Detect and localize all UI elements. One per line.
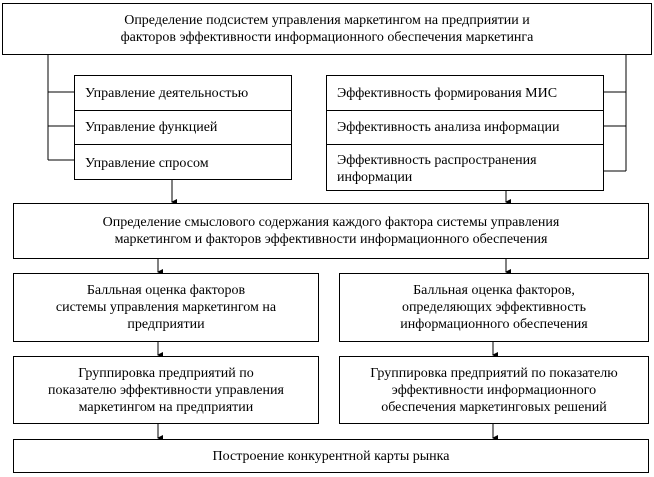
left-factor-3: Управление спросом bbox=[75, 144, 291, 181]
group-right-box: Группировка предприятий по показателю эффективности информационного обеспечения маркетинговых решений bbox=[339, 356, 649, 424]
bottom-box: Построение конкурентной карты рынка bbox=[13, 439, 649, 473]
top-box: Определение подсистем управления маркетингом на предприятии и факторов эффективности информационного обеспечения маркетинга bbox=[2, 3, 652, 55]
score-left-box: Балльная оценка факторов системы управления маркетингом на предприятии bbox=[13, 273, 319, 342]
group-left-box: Группировка предприятий по показателю эффективности управления маркетингом на предприятии bbox=[13, 356, 319, 424]
middle-box: Определение смыслового содержания каждого фактора системы управления маркетингом и факторов эффективности информационного обеспечения bbox=[13, 203, 649, 259]
left-factor-2: Управление функцией bbox=[75, 110, 291, 144]
score-right-box: Балльная оценка факторов, определяющих эффективность информационного обеспечения bbox=[339, 273, 649, 342]
left-factor-group bbox=[74, 75, 292, 180]
right-factor-1: Эффективность формирования МИС bbox=[337, 85, 558, 101]
right-factor-group bbox=[326, 75, 604, 191]
left-factor-1: Управление деятельностью bbox=[85, 85, 249, 101]
right-factor-3: Эффективность распространения информации bbox=[327, 144, 603, 192]
right-factor-2: Эффективность анализа информации bbox=[327, 110, 603, 144]
